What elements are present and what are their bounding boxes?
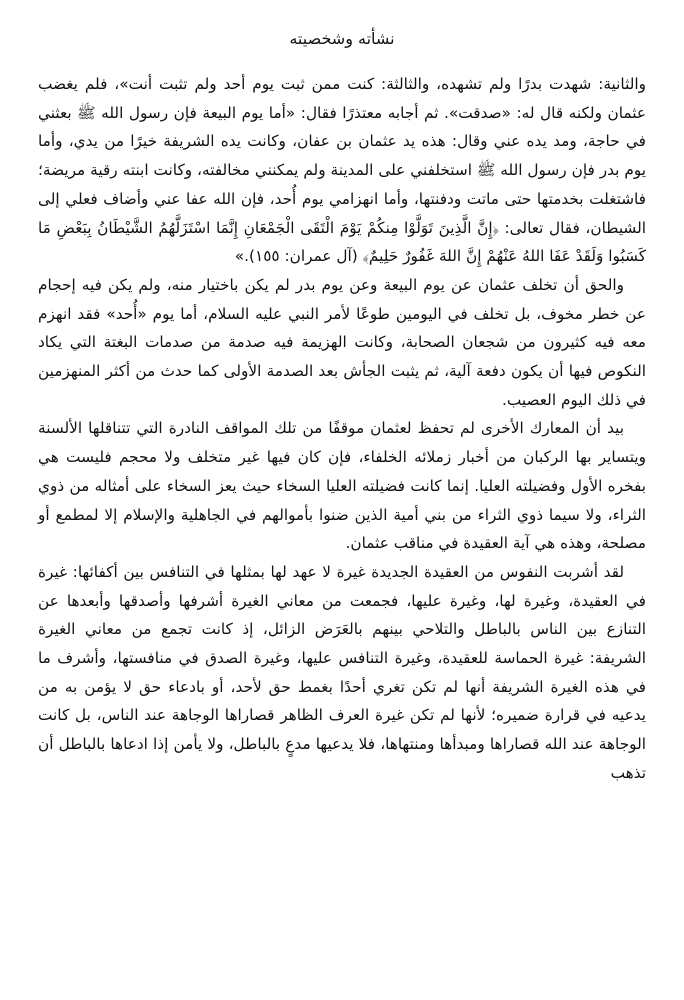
body-text <box>38 70 646 788</box>
paragraph-3: بيد أن المعارك الأخرى لم تحفظ لعثمان موقفًا من تلك المواقف النادرة التي تتناقلها الألسنة ويتساير بها الركبان من أخبار زملائه الخلفاء، فإن كان فيها غير متخلف ولا محجم فليست هي بفخره الأول وفضيلته العليا. إنما كانت فضيلته العليا السخاء حيث يعز السخاء على أمثاله من ذوي الثراء، ولا سيما ذوي الثراء من بني أمية الذين ضنوا بأموالهم في الجاهلية والإسلام إلا لمطمع أو مصلحة، وهذه هي آية العقيدة في مناقب عثمان. <box>38 419 646 553</box>
paragraph-2: والحق أن تخلف عثمان عن يوم البيعة وعن يوم بدر لم يكن باختيار منه، ولم يكن فيه إحجام عن خطر مخوف، بل تخلف في اليومين طوعًا لأمر النبي عليه السلام، أما يوم «أُحد» فقد انهزم معه فيه كثيرون من شجعان الصحابة، وكانت الهزيمة فيه صدمة من صدمات البغتة التي يكاد النكوص فيها أن يكون دفعة آلية، ثم يثبت الجأش بعد الصدمة الأولى كما حدث من أكثر المنهزمين في ذلك اليوم العصيب. <box>38 275 646 409</box>
paragraph-4: لقد أشربت النفوس من العقيدة الجديدة غيرة لا عهد لها بمثلها في التنافس بين أكفائها: غيرة في العقيدة، وغيرة لها، وغيرة عليها، فجمعت من معاني الغيرة أشرفها وأصدقها وأبعدها عن التنازع بين الناس بالباطل والتلاحي بينهم بالعَرَض الزائل، إذ كانت تجمع من معاني الغيرة الشريفة: غيرة الحماسة للعقيدة، وغيرة التنافس عليها، وغيرة الصدق في منافستها، وأشرف ما في هذه الغيرة الشريفة أنها لم تكن تغري أحدًا بغمط حق لأحد، أو بادعاء حق لا يؤمن به من يدعيه في قرارة ضميره؛ لأنها لم تكن غيرة العرف الظاهر قصاراها الوجاهة عند الناس، بل كانت الوجاهة عند الله قصاراها ومبدأها ومنتهاها، فلا يدعيها مدعٍ بالباطل، ولا يأمن إذا ادعاها بالباطل أن تذهب <box>38 562 646 782</box>
running-header: نشأته وشخصيته <box>289 29 395 48</box>
paragraph-1: والثانية: شهدت بدرًا ولم تشهده، والثالثة: كنت ممن ثبت يوم أحد ولم تثبت أنت»، فلم يغضب عثمان ولكنه قال له: «صدقت». ثم أجابه معتذرًا فقال: «أما يوم البيعة فإن رسول الله ﷺ بعثني في حاجة، ومد يده عني وقال: هذه يد عثمان بن عفان، وكانت يده الشريفة خيرًا من يدي، وأما يوم بدر فإن رسول الله ﷺ استخلفني على المدينة ولم يمكنني مخالفته، وكانت ابنته رقية مريضة؛ فاشتغلت بخدمتها حتى ماتت ودفنتها، وأما انهزامي يوم أُحد، فإن الله عفا عني وأضاف فعلي إلى الشيطان، فقال تعالى: ﴿إِنَّ الَّذِينَ تَوَلَّوْا مِنكُمْ يَوْمَ الْتَقَى الْجَمْعَانِ إِنَّمَا اسْتَزَلَّهُمُ الشَّيْطَانُ بِبَعْضِ مَا كَسَبُوا وَلَقَدْ عَفَا اللهُ عَنْهُمْ إِنَّ اللهَ غَفُورٌ حَلِيمٌ﴾ (آل عمران: ١٥٥).» <box>38 75 646 266</box>
